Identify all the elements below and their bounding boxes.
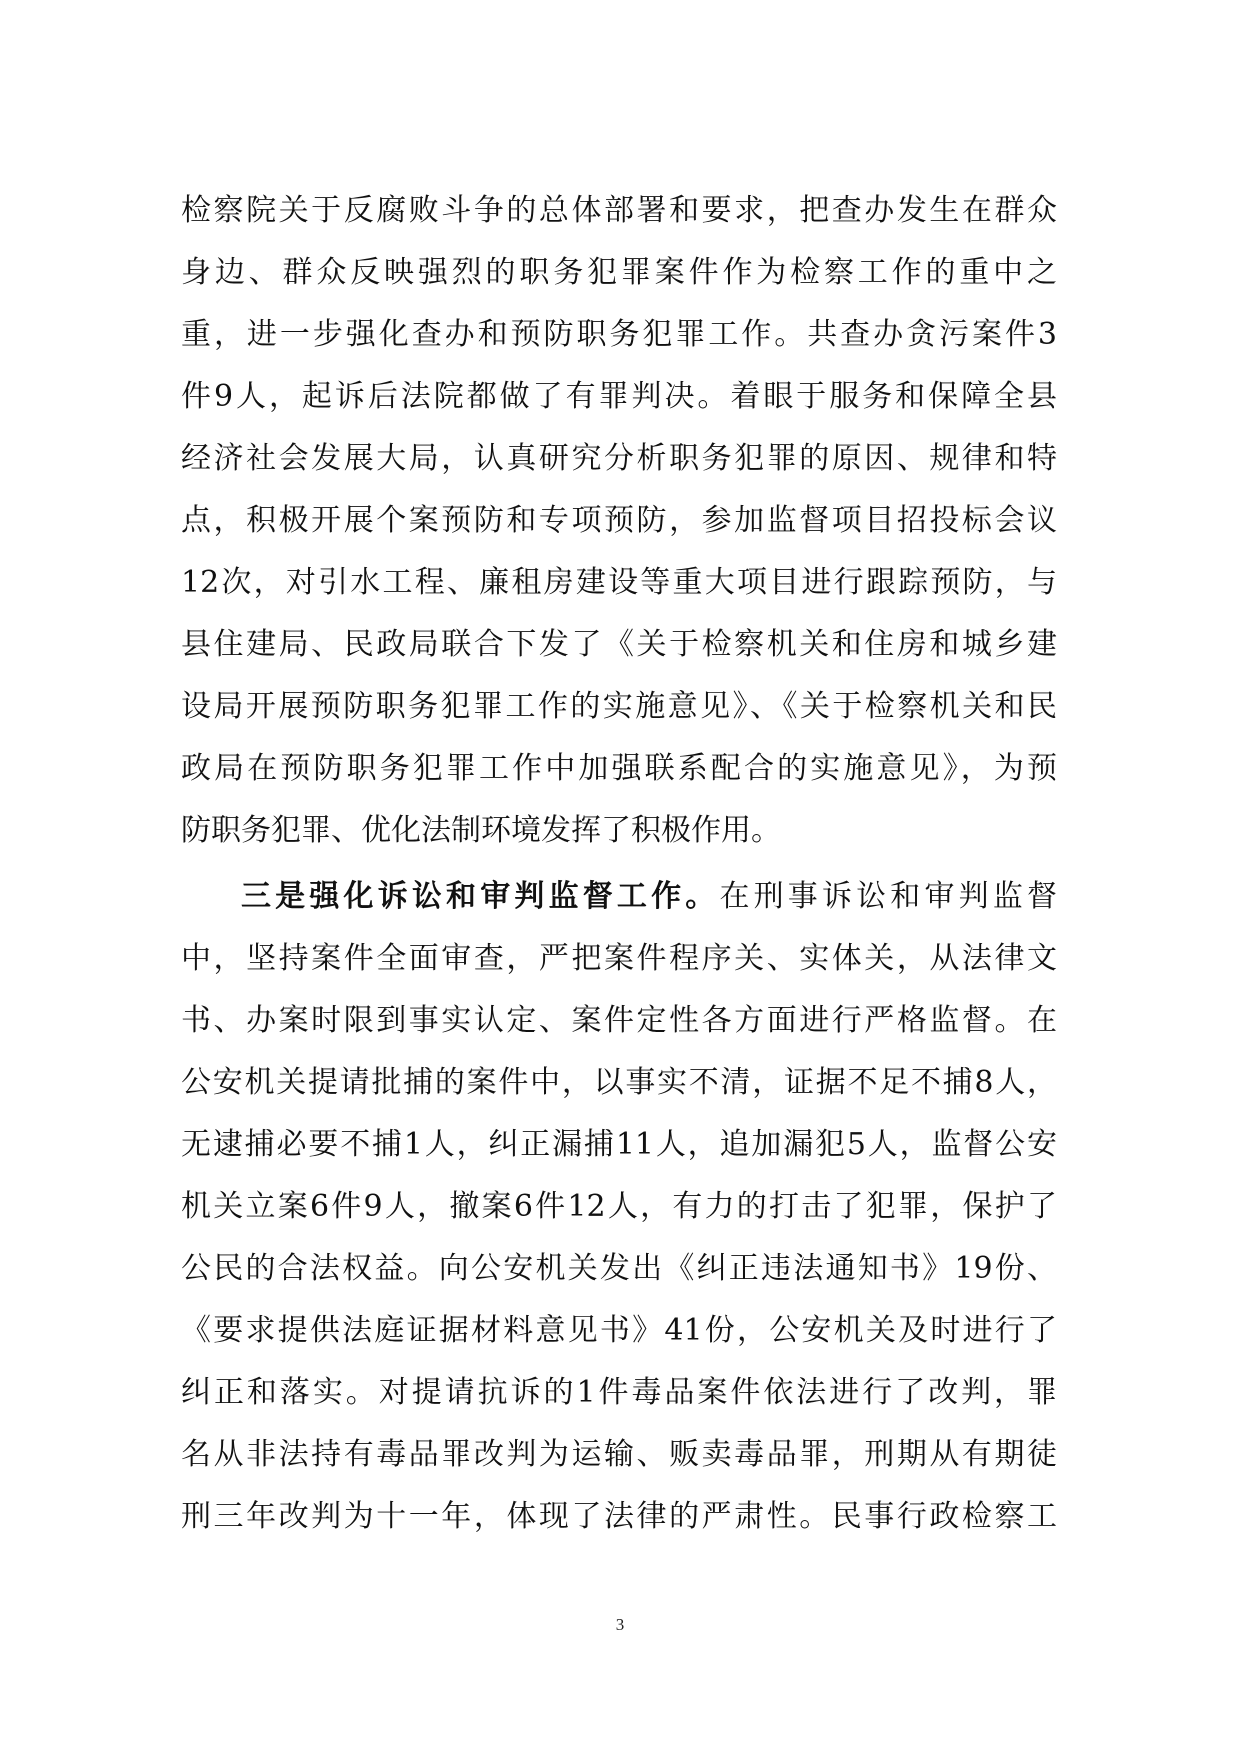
text-line: 刑三年改判为十一年，体现了法律的严肃性。民事行政检察工 [181,1499,1057,1534]
text-line: 12次，对引水工程、廉租房建设等重大项目进行跟踪预防，与 [181,565,1057,600]
text-line: 名从非法持有毒品罪改判为运输、贩卖毒品罪，刑期从有期徒 [181,1437,1057,1472]
text-line: 点，积极开展个案预防和专项预防，参加监督项目招投标会议 [181,503,1057,538]
text-line: 县住建局、民政局联合下发了《关于检察机关和住房和城乡建 [181,627,1057,662]
text-line: 重，进一步强化查办和预防职务犯罪工作。共查办贪污案件3 [181,317,1057,352]
text-line: 设局开展预防职务犯罪工作的实施意见》、《关于检察机关和民 [181,689,1057,724]
heading-line-rest: 在刑事诉讼和审判监督 [719,879,1058,914]
text-line: 经济社会发展大局，认真研究分析职务犯罪的原因、规律和特 [181,441,1057,476]
text-line: 政局在预防职务犯罪工作中加强联系配合的实施意见》，为预 [181,751,1057,786]
section-heading: 三是强化诉讼和审判监督工作。 [241,879,720,914]
text-line: 检察院关于反腐败斗争的总体部署和要求，把查办发生在群众 [181,193,1057,228]
page-number: 3 [615,1615,625,1634]
text-line: 身边、群众反映强烈的职务犯罪案件作为检察工作的重中之 [181,255,1057,290]
text-line: 《要求提供法庭证据材料意见书》41份，公安机关及时进行了 [181,1313,1057,1348]
text-line: 公安机关提请批捕的案件中，以事实不清，证据不足不捕8人， [181,1065,1057,1100]
text-line: 中，坚持案件全面审查，严把案件程序关、实体关，从法律文 [181,941,1057,976]
text-line: 机关立案6件9人，撤案6件12人，有力的打击了犯罪，保护了 [181,1189,1057,1224]
text-line: 纠正和落实。对提请抗诉的1件毒品案件依法进行了改判，罪 [181,1375,1057,1410]
paragraph-heading-line [241,866,1057,928]
text-line: 无逮捕必要不捕1人，纠正漏捕11人，追加漏犯5人，监督公安 [181,1127,1057,1162]
text-line: 书、办案时限到事实认定、案件定性各方面进行严格监督。在 [181,1003,1057,1038]
text-line: 件9人，起诉后法院都做了有罪判决。着眼于服务和保障全县 [181,379,1057,414]
text-line: 防职务犯罪、优化法制环境发挥了积极作用。 [181,813,781,848]
text-line: 公民的合法权益。向公安机关发出《纠正违法通知书》19份、 [181,1251,1057,1286]
